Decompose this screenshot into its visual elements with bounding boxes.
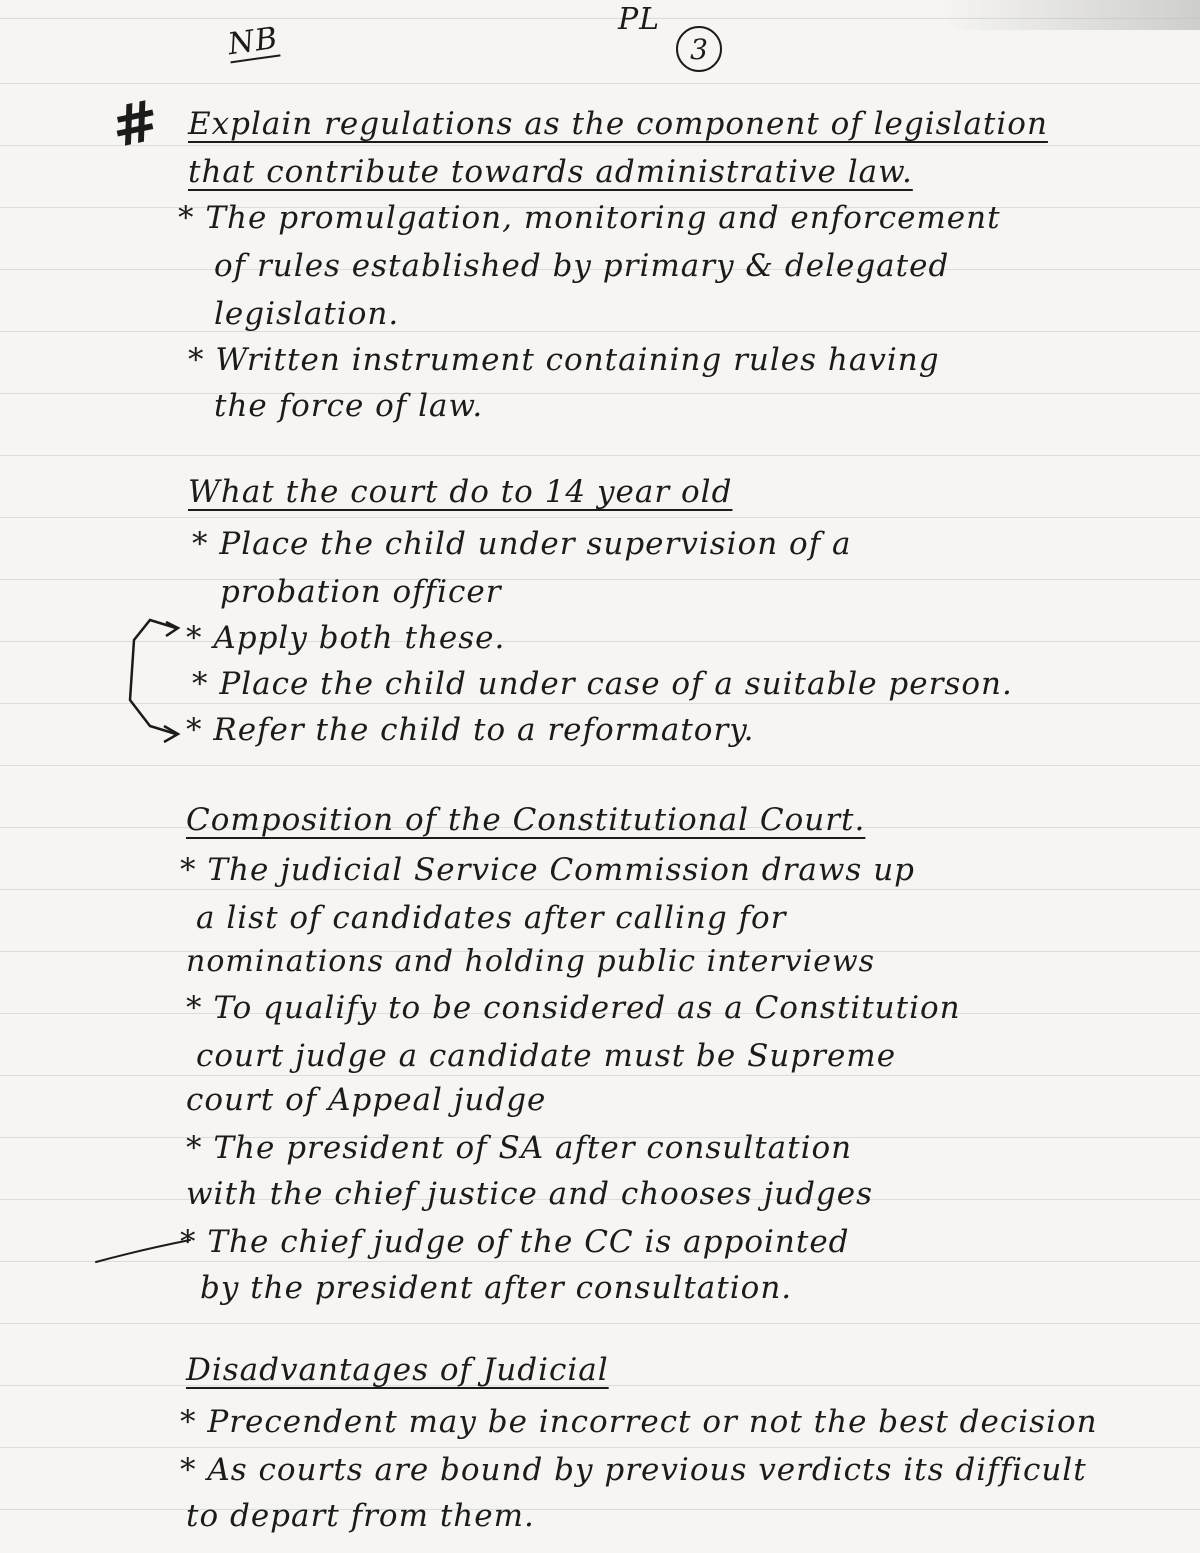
note-line: probation officer (220, 574, 502, 610)
note-line: a list of candidates after calling for (196, 900, 787, 936)
note-line: * The chief judge of the CC is appointed (180, 1224, 850, 1260)
note-line: * As courts are bound by previous verdicts its difficult (180, 1452, 1087, 1488)
note-line: * Written instrument containing rules having (188, 342, 940, 378)
note-line: * The president of SA after consultation (186, 1130, 853, 1166)
note-line: * Refer the child to a reformatory. (186, 712, 755, 748)
note-line: * Place the child under case of a suitable person. (192, 666, 1013, 702)
note-line: * The promulgation, monitoring and enforcement (178, 200, 1001, 236)
heading-constitutional-court: Composition of the Constitutional Court. (186, 802, 866, 838)
heading-court-14-year-old: What the court do to 14 year old (188, 474, 733, 510)
note-line: of rules established by primary & delegated (214, 248, 950, 284)
heading-disadvantages-judicial: Disadvantages of Judicial (186, 1352, 609, 1388)
note-line: by the president after consultation. (200, 1270, 793, 1306)
hash-mark: # (105, 87, 166, 162)
subject-code: PL (618, 2, 661, 37)
page-number: 3 (676, 26, 722, 72)
note-line: * To qualify to be considered as a Constitution (186, 990, 961, 1026)
note-line: the force of law. (214, 388, 484, 424)
initials-mark: NB (225, 20, 281, 63)
note-line: with the chief justice and chooses judges (186, 1176, 874, 1212)
note-line: * Precendent may be incorrect or not the best decision (180, 1404, 1098, 1440)
note-line: * Apply both these. (186, 620, 506, 656)
note-line: legislation. (214, 296, 400, 332)
note-line: * Place the child under supervision of a (192, 526, 852, 562)
note-line: * The judicial Service Commission draws up (180, 852, 916, 888)
heading-regulations-line1: Explain regulations as the component of legislation (188, 106, 1048, 142)
note-line: court of Appeal judge (186, 1082, 547, 1118)
heading-regulations-line2: that contribute towards administrative law. (188, 154, 913, 190)
note-line: court judge a candidate must be Supreme (196, 1038, 897, 1074)
note-line: to depart from them. (186, 1498, 535, 1534)
note-line: nominations and holding public interviews (186, 944, 876, 979)
